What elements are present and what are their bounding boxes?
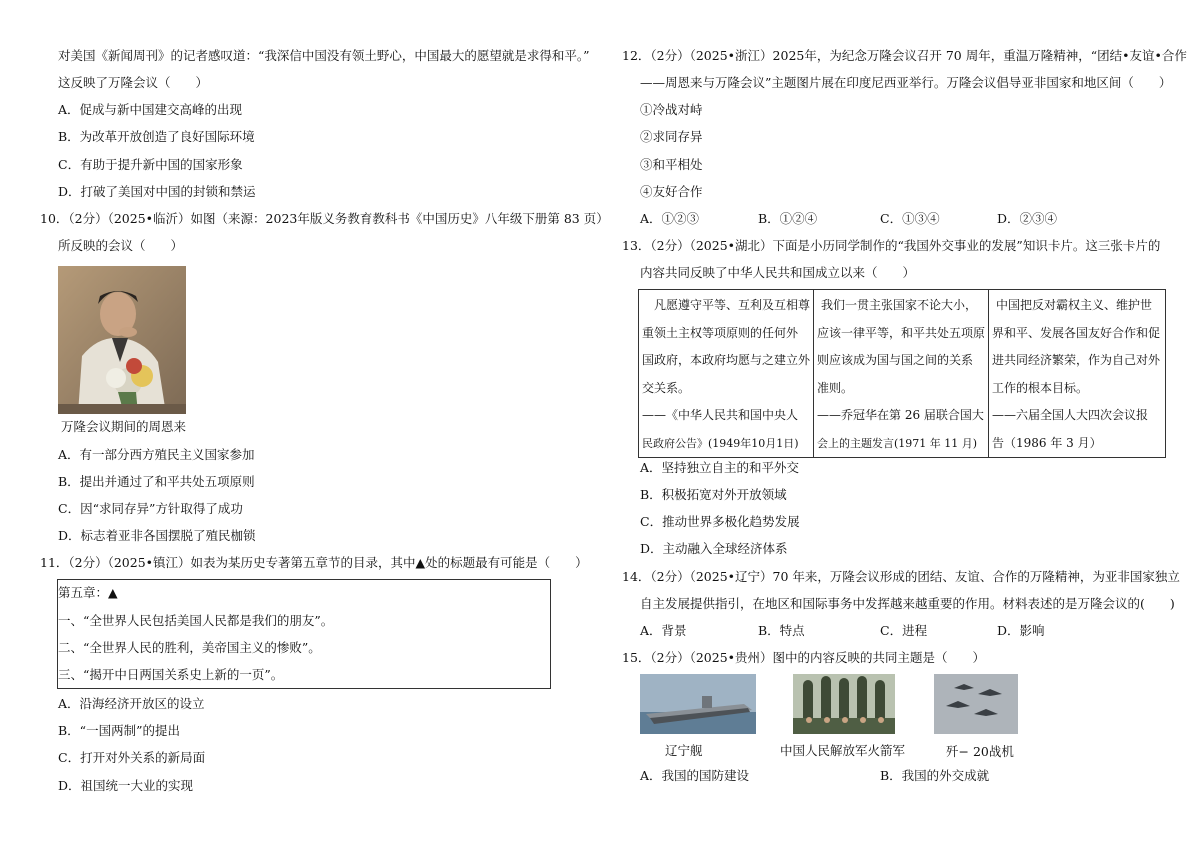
card-3-source: 告（1986 年 3 月） xyxy=(992,435,1102,450)
q14-stem-line2: 自主发展提供指引，在地区和国际事务中发挥越来越重要的作用。材料表述的是万隆会议的( ) xyxy=(640,596,1175,611)
card-3-line: 进共同经济繁荣，作为自己对外 xyxy=(992,353,1161,367)
q10-option-c[interactable]: C．因“求同存异”方针取得了成功 xyxy=(58,501,243,516)
q13-option-a[interactable]: A．坚持独立自主的和平外交 xyxy=(640,460,800,475)
card-1-line: 国政府，本政府均愿与之建立外 xyxy=(642,353,811,367)
card-2 xyxy=(814,290,989,458)
card-1-source: ——《中华人民共和国中央人 xyxy=(642,408,799,422)
q12-stem-line1: 12．（2分）（2025•浙江）2025年，为纪念万隆会议召开 70 周年，重温万隆精神，“团结•友谊•合作 xyxy=(622,48,1187,63)
card-1-line: 重领土主权等项原则的任何外 xyxy=(642,325,799,340)
card-1-source: 民政府公告》(1949年10月1日) xyxy=(642,436,799,450)
card-3-source: ——六届全国人大四次会议报 xyxy=(992,408,1149,422)
q14-option-c[interactable]: C．进程 xyxy=(880,623,928,638)
card-3-line: 界和平、发展各国友好合作和促 xyxy=(992,325,1161,340)
q11-toc-box xyxy=(57,579,551,689)
q15-option-a[interactable]: A．我国的国防建设 xyxy=(640,768,750,783)
card-1 xyxy=(639,290,814,458)
card-3 xyxy=(989,290,1166,458)
card-3-line: 工作的根本目标。 xyxy=(992,380,1089,395)
q14-option-d[interactable]: D．影响 xyxy=(997,623,1045,638)
q10-stem-line2: 所反映的会议（ ） xyxy=(58,238,184,253)
carrier-photo xyxy=(640,674,756,734)
j20-jets-photo xyxy=(934,674,1018,734)
q13-option-d[interactable]: D．主动融入全球经济体系 xyxy=(640,541,788,556)
carrier-caption: 辽宁舰 xyxy=(665,743,703,758)
q11-option-c[interactable]: C．打开对外关系的新局面 xyxy=(58,750,206,765)
toc-item-2: 二、“全世界人民的胜利，美帝国主义的惨败”。 xyxy=(58,640,321,655)
zhou-enlai-photo xyxy=(58,266,186,414)
q10-stem-line1: 10．（2分）（2025•临沂）如图（来源：2023年版义务教育教科书《中国历史》八年级下册第 83 页） xyxy=(40,211,609,226)
q12-item-1: ①冷战对峙 xyxy=(640,102,703,117)
rocket-force-caption: 中国人民解放军火箭军 xyxy=(780,743,906,758)
q10-option-d[interactable]: D．标志着亚非各国摆脱了殖民枷锁 xyxy=(58,528,256,543)
q14-stem-line1: 14．（2分）（2025•辽宁）70 年来，万隆会议形成的团结、友谊、合作的万隆精神，为亚非国家独立 xyxy=(622,569,1180,584)
q14-option-b[interactable]: B．特点 xyxy=(758,623,805,638)
q13-knowledge-cards xyxy=(638,289,1166,458)
q11-option-d[interactable]: D．祖国统一大业的实现 xyxy=(58,778,194,793)
q14-option-a[interactable]: A．背景 xyxy=(640,623,687,638)
q12-item-3: ③和平相处 xyxy=(640,157,703,172)
card-1-line: 交关系。 xyxy=(642,380,691,395)
j20-caption: 歼− 20战机 xyxy=(946,744,1014,759)
q11-option-a[interactable]: A．沿海经济开放区的设立 xyxy=(58,696,205,711)
card-2-source: 会上的主题发言(1971 年 11 月) xyxy=(817,436,978,450)
q13-option-b[interactable]: B．积极拓宽对外开放领域 xyxy=(640,487,787,502)
q12-item-2: ②求同存异 xyxy=(640,129,703,144)
card-2-line: 我们一贯主张国家不论大小， xyxy=(821,298,978,312)
q10-photo-caption: 万隆会议期间的周恩来 xyxy=(61,419,187,434)
q12-option-a[interactable]: A．①②③ xyxy=(640,211,700,226)
card-3-line: 中国把反对霸权主义、维护世 xyxy=(996,298,1153,312)
q11-option-b[interactable]: B．“一国两制”的提出 xyxy=(58,723,180,738)
q10-option-a[interactable]: A．有一部分西方殖民主义国家参加 xyxy=(58,447,255,462)
q12-item-4: ④友好合作 xyxy=(640,184,703,199)
card-2-line: 准则。 xyxy=(817,380,854,395)
toc-item-1: 一、“全世界人民包括美国人民都是我们的朋友”。 xyxy=(58,613,334,628)
q12-option-c[interactable]: C．①③④ xyxy=(880,211,940,226)
q9-option-a[interactable]: A．促成与新中国建交高峰的出现 xyxy=(58,102,243,117)
card-2-source: ——乔冠华在第 26 届联合国大 xyxy=(817,408,984,422)
q11-stem: 11．（2分）（2025•镇江）如表为某历史专著第五章节的目录，其中▲处的标题最有可能是（ ） xyxy=(40,555,588,570)
q15-stem: 15．（2分）（2025•贵州）图中的内容反映的共同主题是（ ） xyxy=(622,650,986,665)
q13-option-c[interactable]: C．推动世界多极化趋势发展 xyxy=(640,514,800,529)
toc-item-3: 三、“揭开中日两国关系史上新的一页”。 xyxy=(58,667,284,682)
card-2-line: 则应该成为国与国之间的关系 xyxy=(817,353,974,367)
toc-chapter: 第五章：▲ xyxy=(58,585,118,600)
q9-option-b[interactable]: B．为改革开放创造了良好国际环境 xyxy=(58,129,255,144)
rocket-force-photo xyxy=(793,674,895,734)
q12-option-b[interactable]: B．①②④ xyxy=(758,211,818,226)
q9-option-c[interactable]: C．有助于提升新中国的国家形象 xyxy=(58,157,243,172)
q9-stem-line2: 这反映了万隆会议（ ） xyxy=(58,75,209,90)
q12-option-d[interactable]: D．②③④ xyxy=(997,211,1058,226)
card-2-line: 应该一律平等，和平共处五项原 xyxy=(817,325,986,340)
q9-stem-line1: 对美国《新闻周刊》的记者感叹道：“我深信中国没有领土野心，中国最大的愿望就是求得和平。” xyxy=(58,48,590,63)
card-1-line: 凡愿遵守平等、互利及互相尊 xyxy=(654,298,811,312)
q9-option-d[interactable]: D．打破了美国对中国的封锁和禁运 xyxy=(58,184,256,199)
q12-stem-line2: ——周恩来与万隆会议”主题图片展在印度尼西亚举行。万隆会议倡导亚非国家和地区间（ ） xyxy=(640,75,1172,90)
q15-option-b[interactable]: B．我国的外交成就 xyxy=(880,768,990,783)
q13-stem-line1: 13．（2分）（2025•湖北）下面是小历同学制作的“我国外交事业的发展”知识卡片。这三张卡片的 xyxy=(622,238,1161,253)
q13-stem-line2: 内容共同反映了中华人民共和国成立以来（ ） xyxy=(640,265,916,280)
q10-option-b[interactable]: B．提出并通过了和平共处五项原则 xyxy=(58,474,255,489)
